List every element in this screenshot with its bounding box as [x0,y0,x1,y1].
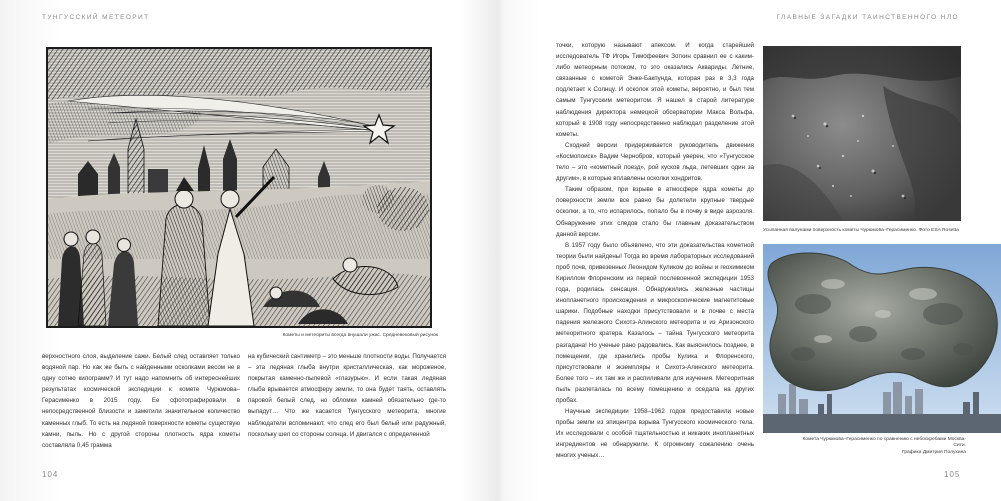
paragraph-2: Сходней версии придерживается руководитель движения «Космопоиск» Вадим Чернобров, который уверен, что «Тунгусское тело – это «кометный поезд», рой кусков льда, летевших один за другим», в которые вплавлены осколки хондритов. [556,141,754,183]
medieval-engraving-illustration [46,47,432,328]
comet-moscow-caption [800,437,966,456]
left-column-1 [42,351,240,451]
paragraph-4: В 1957 году было объявлено, что эти доказательства кометной теории были найдены! Тогда во время лабораторных исследований проб почв, привезенных Леонидом Куликом до войны и геохимиком Кириллом Флоренским из первой послевоенной экспедиции 1953 года, родилась сенсация. Обнаружились железные частицы инопланетного происхождения и микроскопические магнетитовые шарики. Подобные находки присутствовали и в почве с места падения железного Сихотэ-Алинского метеорита и из Аризонского метеоритного кратера. Казалось – тайна Тунгусского метеорита разгадана! Но ученые рано радовались. Как выяснилось позднее, в помещении, где хранились пробы Кулика и Флоренского, присутствовали и экземпляры и Сихотэ-Алинского метеорита. Более того – их там же и распиливали для изучения. Метеоритная пыль разлеталась по всему помещению и оседала на других пробах. [556,241,754,404]
comet-moscow-city-photo [763,244,1001,433]
right-text-column [556,40,754,462]
engraving-artwork [48,49,430,326]
comet-surface-photo [763,46,961,221]
page-number-left: 104 [42,470,59,479]
paragraph-3: Таким образом, при взрыве в атмосфере ядра кометы до поверхности земли все равно бы долетели крупные твердые осколки, а то, что испарилось, попало бы в почву в виде аэрозоля. Обнаружение этих следов стало бы главным доказательством данной версии. [556,186,754,238]
comet-moscow-caption-line2: Графика Дмитрия Полухина [901,449,966,455]
comet-moscow-city-image [763,244,1001,433]
paragraph-5: Научные экспедиции 1958–1962 годов предоставили новые пробы земли из эпицентра взрыва Тунгусского космического тела. Их исследовали с особой тщательностью и никаких инопланетных ингредиентов не обнаружили. К огромному сожалению очень многих ученых… [556,408,754,460]
comet-moscow-caption-line1: Комета Чурюмова–Герасименко по сравнению с небоскребами Москва-Сити. [802,437,966,449]
left-column-1-text: верхностного слоя, выделение сажи. Белый след оставляет только водяной пар. Но как же быть с найденными осколками весом не в одну сотню килограмм? И тут надо напомнить об интереснейших результатах космической экспедиции к комете Чурюмова–Герасименко в 2015 году. Ее сфотографировали в непосредственной близости и заметили значительное количество каменных глыб. То есть на ледяной поверхности кометы существую камни, пыль. Но с другой стороны плотность ядра кометы составляла 0,45 грамма [42,353,240,449]
engraving-caption: Кометы и метеориты всегда внушали ужас. Средневековый рисунок [282,333,438,338]
comet-surface-image [763,46,961,221]
comet-surface-caption: Усыпанная валунами поверхность кометы Чурюмова–Герасименко. Фото ESA Rosetta [763,228,959,233]
left-column-2-text: на кубический сантиметр – это меньше плотности воды. Получается – эта ледяная глыба внутри кристаллическая, как мороженое, покрытая каменно-пылевой «глазурью». И если такая ледяная глыба врывается атмосферу земли, то она будет таять, оставлять паровой белый след, но обломки камней обязательно где-то выпадут… Что же касается Тунгусского метеорита, многие наблюдатели вспоминают, что след его был белый или радужный, поскольку шел со стороны солнца. И двигался с определенной [248,353,446,438]
page-number-right: 105 [944,470,961,479]
running-head-left: ТУНГУССКИЙ МЕТЕОРИТ [42,14,150,21]
running-head-right: ГЛАВНЫЕ ЗАГАДКИ ТАИНСТВЕННОГО НЛО [776,14,959,21]
left-column-2 [248,351,446,440]
paragraph-1: точки, которую называют апексом. И когда старейший исследователь ТФ Игорь Тимофеевич Зоткин сравнил ее с каким-либо метеорным потоком, то это оказались Аквариды. Летние, связанные с кометой Энке-Бакпунда, которая раз в 3,3 года подлетает к Солнцу. И осколок этой кометы, вероятно, и был тем самым Тунгусским метеоритом. Я нашел в старой литературе наблюдения директора немецкой обсерватории Макса Вольфа, который в 1908 году непосредственно наблюдал разделение этой кометы. [556,42,754,138]
